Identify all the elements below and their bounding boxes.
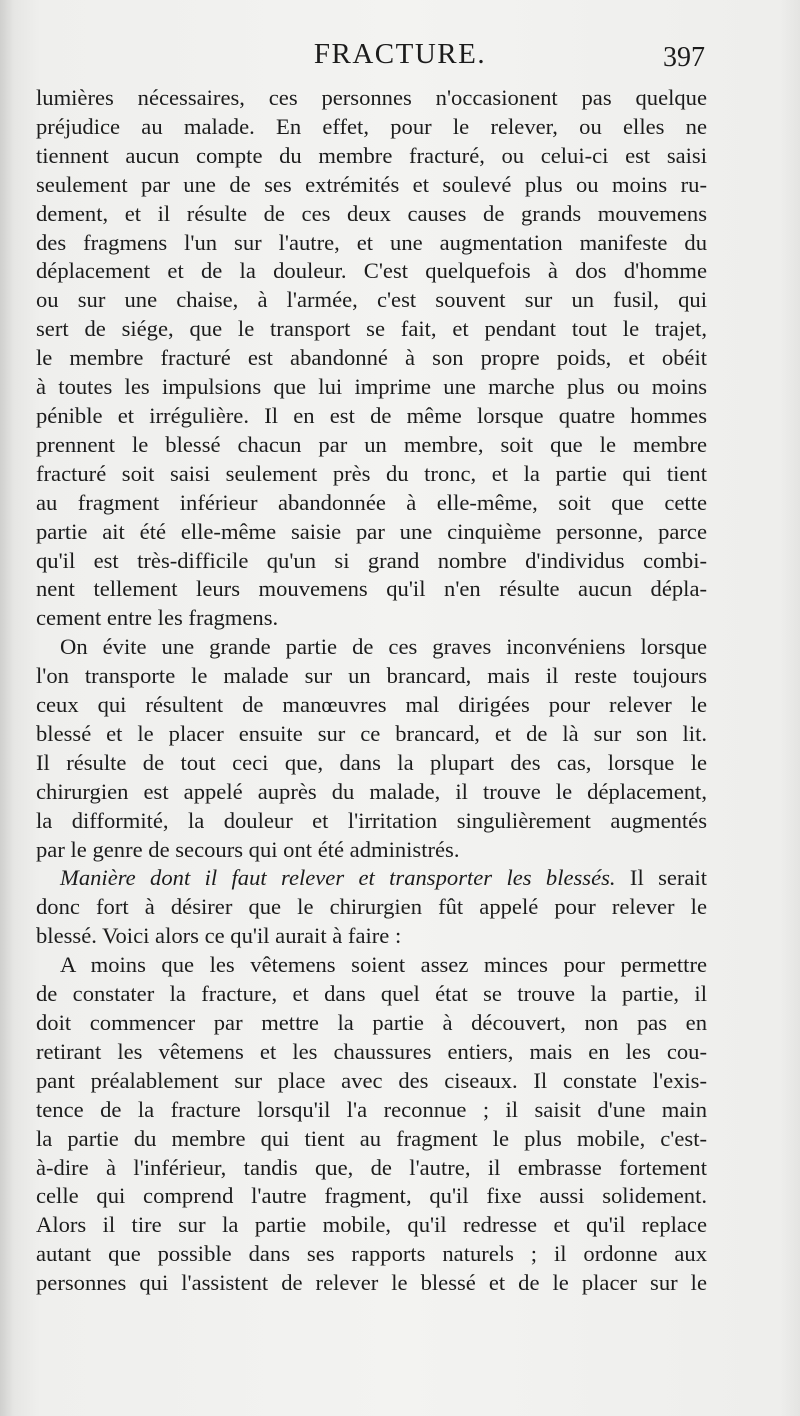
text-line: le membre fracturé est abandonné à son propre poids, et obéit	[36, 345, 707, 371]
text-line: par le genre de secours qui ont été administrés.	[36, 836, 460, 862]
running-title: FRACTURE.	[313, 38, 487, 70]
text-line: prennent le blessé chacun par un membre, soit que le membre	[36, 431, 707, 457]
text-line: déplacement et de la douleur. C'est quelquefois à dos d'homme	[36, 258, 707, 284]
text-line: nent tellement leurs mouvemens qu'il n'en résulte aucun dépla-	[36, 576, 707, 602]
text-line: retirant les vêtemens et les chaussures entiers, mais en les cou-	[36, 1038, 707, 1064]
text-line: la difformité, la douleur et l'irritation singulièrement augmentés	[36, 807, 707, 833]
text-line: pant préalablement sur place avec des ciseaux. Il constate l'exis-	[36, 1067, 707, 1093]
text-line: pénible et irrégulière. Il en est de même lorsque quatre hommes	[36, 402, 707, 428]
text-line: fracturé soit saisi seulement près du tronc, et la partie qui tient	[36, 460, 707, 486]
text-line: au fragment inférieur abandonnée à elle-même, soit que cette	[36, 489, 707, 515]
text-line: seulement par une de ses extrémités et soulevé plus ou moins ru-	[36, 171, 707, 197]
text-line: préjudice au malade. En effet, pour le relever, ou elles ne	[36, 113, 707, 139]
text-line: blessé. Voici alors ce qu'il aurait à faire :	[36, 923, 402, 949]
text-line: doit commencer par mettre la partie à découvert, non pas en	[36, 1010, 707, 1035]
text-line: Alors il tire sur la partie mobile, qu'il redresse et qu'il replace	[36, 1212, 707, 1238]
text-line: dement, et il résulte de ces deux causes de grands mouvemens	[36, 200, 707, 226]
heading-tail-text: Il serait	[615, 865, 707, 891]
text-line: sert de siége, que le transport se fait, et pendant tout le trajet,	[36, 316, 707, 342]
text-line: la partie du membre qui tient au fragment le plus mobile, c'est-	[36, 1125, 707, 1151]
section-heading-line	[36, 864, 707, 893]
text-line: chirurgien est appelé auprès du malade, il trouve le déplacement,	[36, 778, 707, 804]
text-line: de constater la fracture, et dans quel état se trouve la partie, il	[36, 981, 707, 1007]
text-line: autant que possible dans ses rapports naturels ; il ordonne aux	[36, 1241, 707, 1267]
text-line: blessé et le placer ensuite sur ce brancard, et de là sur son lit.	[36, 720, 707, 746]
text-line: tiennent aucun compte du membre fracturé, ou celui-ci est saisi	[36, 142, 707, 168]
text-line: qu'il est très-difficile qu'un si grand nombre d'individus combi-	[36, 547, 707, 573]
text-line: lumières nécessaires, ces personnes n'occasionent pas quelque	[36, 85, 707, 110]
text-line: celle qui comprend l'autre fragment, qu'il fixe aussi solidement.	[36, 1183, 707, 1209]
text-line: des fragmens l'un sur l'autre, et une augmentation manifeste du	[36, 229, 707, 255]
text-line: partie ait été elle-même saisie par une cinquième personne, parce	[36, 518, 707, 544]
text-line: Il résulte de tout ceci que, dans la plupart des cas, lorsque le	[36, 749, 707, 775]
text-line: l'on transporte le malade sur un brancard, mais il reste toujours	[36, 663, 707, 689]
text-line: tence de la fracture lorsqu'il l'a reconnue ; il saisit d'une main	[36, 1096, 707, 1122]
text-line: donc fort à désirer que le chirurgien fût appelé pour relever le	[36, 894, 707, 920]
page-header	[0, 36, 800, 76]
body-text	[36, 84, 707, 1298]
page-number: 397	[663, 42, 705, 73]
text-line: cement entre les fragmens.	[36, 605, 279, 631]
text-line: à toutes les impulsions que lui imprime une marche plus ou moins	[36, 374, 707, 400]
text-line: personnes qui l'assistent de relever le blessé et de le placer sur le	[36, 1270, 707, 1296]
section-heading: Manière dont il faut relever et transporter les blessés.	[60, 865, 616, 891]
paragraph-start-line: A moins que les vêtemens soient assez minces pour permettre	[60, 952, 707, 978]
text-line: ceux qui résultent de manœuvres mal dirigées pour relever le	[36, 692, 707, 718]
text-line: à-dire à l'inférieur, tandis que, de l'autre, il embrasse fortement	[36, 1154, 707, 1180]
text-line: ou sur une chaise, à l'armée, c'est souvent sur un fusil, qui	[36, 287, 707, 313]
paragraph-start-line: On évite une grande partie de ces graves inconvéniens lorsque	[60, 634, 707, 660]
